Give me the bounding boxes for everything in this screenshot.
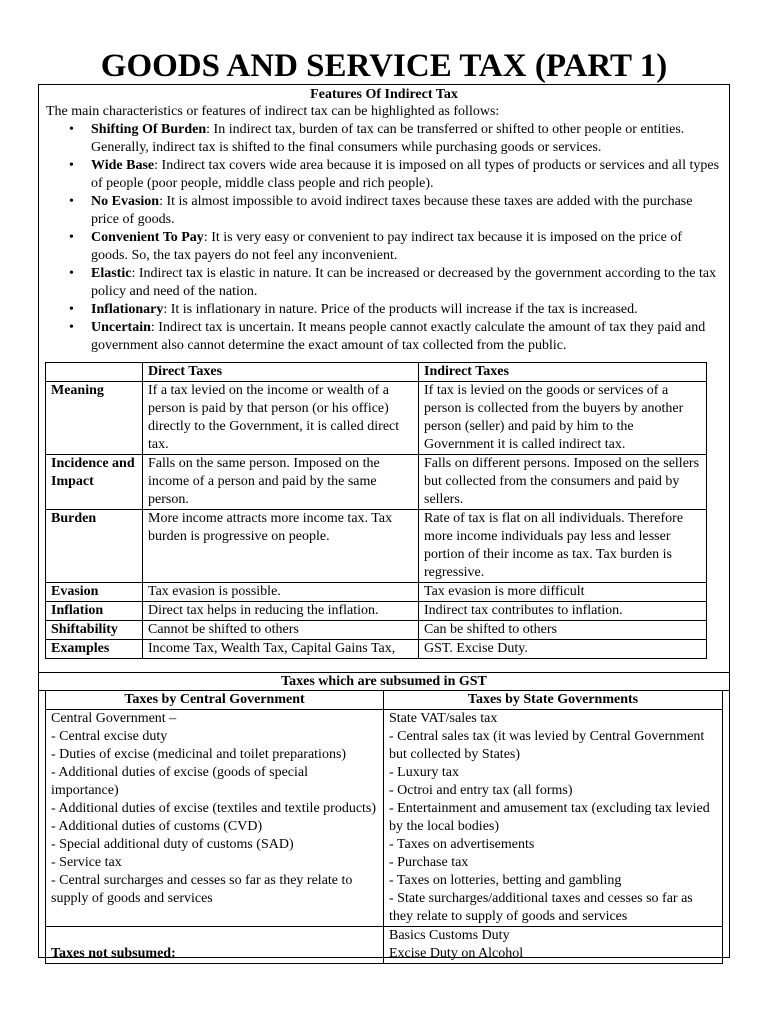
comparison-table <box>45 362 707 659</box>
feature-term: Uncertain <box>91 320 151 335</box>
indirect-cell: Indirect tax contributes to inflation. <box>419 602 707 621</box>
feature-text: : Indirect tax is elastic in nature. It can be increased or decreased by the government according to the tax policy and need of the nation. <box>91 266 717 299</box>
list-item: - State surcharges/additional taxes and cesses so far as they relate to supply of goods and services <box>389 891 693 924</box>
feature-item <box>39 265 729 301</box>
row-label: Meaning <box>46 382 143 455</box>
table-row <box>46 621 707 640</box>
indirect-cell: Falls on different persons. Imposed on the sellers but collected from the consumers and paid by sellers. <box>419 455 707 510</box>
list-item: - Central excise duty <box>51 729 168 744</box>
bullet-icon: • <box>69 158 74 173</box>
comparison-header-blank <box>46 363 143 382</box>
direct-cell: Direct tax helps in reducing the inflation. <box>143 602 419 621</box>
document-frame <box>38 84 730 961</box>
table-row <box>46 510 707 583</box>
list-item: - Entertainment and amusement tax (excluding tax levied by the local bodies) <box>389 801 710 834</box>
table-row <box>46 382 707 455</box>
list-item: - Special additional duty of customs (SAD) <box>51 837 294 852</box>
table-row <box>46 640 707 659</box>
gst-header-row <box>46 691 723 710</box>
row-label: Incidence and Impact <box>46 455 143 510</box>
feature-text: : In indirect tax, burden of tax can be transferred or shifted to other people or entities. Generally, indirect tax is shifted to the final consumers while purchasing goods or services. <box>91 122 685 155</box>
list-item: - Luxury tax <box>389 765 459 780</box>
indirect-cell: Tax evasion is more difficult <box>419 583 707 602</box>
page-title: GOODS AND SERVICE TAX (PART 1) <box>100 48 668 84</box>
feature-item <box>39 193 729 229</box>
feature-text: : It is inflationary in nature. Price of the products will increase if the tax is increased. <box>163 302 638 317</box>
indirect-cell: Can be shifted to others <box>419 621 707 640</box>
feature-item <box>39 229 729 265</box>
feature-term: Shifting Of Burden <box>91 122 207 137</box>
list-item: Excise Duty on Alcohol <box>389 946 524 961</box>
row-label: Inflation <box>46 602 143 621</box>
comparison-header-row <box>46 363 707 382</box>
list-item: - Additional duties of excise (textiles and textile products) <box>51 801 377 816</box>
feature-term: Wide Base <box>91 158 155 173</box>
table-row <box>46 455 707 510</box>
direct-cell: Income Tax, Wealth Tax, Capital Gains Tax, <box>143 640 419 659</box>
feature-term: No Evasion <box>91 194 160 209</box>
indirect-cell: Rate of tax is flat on all individuals. Therefore more income individuals pay less and lesser portion of their income as tax. Tax burden is regressive. <box>419 510 707 583</box>
gst-subsumed-table <box>45 690 723 964</box>
comparison-header-indirect: Indirect Taxes <box>419 363 707 382</box>
list-item: - Taxes on advertisements <box>389 837 535 852</box>
list-item: - Central surcharges and cesses so far as they relate to supply of goods and services <box>51 873 353 906</box>
direct-cell: Cannot be shifted to others <box>143 621 419 640</box>
list-item: - Taxes on lotteries, betting and gambling <box>389 873 622 888</box>
feature-text: : Indirect tax covers wide area because it is imposed on all types of products or services and all types of people (poor people, middle class people and rich people). <box>91 158 720 191</box>
list-item: - Duties of excise (medicinal and toilet preparations) <box>51 747 347 762</box>
list-item: - Additional duties of excise (goods of special importance) <box>51 765 308 798</box>
state-taxes-cell <box>384 710 723 927</box>
list-item: - Service tax <box>51 855 122 870</box>
table-row <box>46 602 707 621</box>
feature-item <box>39 157 729 193</box>
comparison-header-direct: Direct Taxes <box>143 363 419 382</box>
direct-cell: Falls on the same person. Imposed on the income of a person and paid by the same person. <box>143 455 419 510</box>
feature-text: : Indirect tax is uncertain. It means people cannot exactly calculate the amount of tax they paid and government also cannot determine the exact amount of tax collected from the public. <box>91 320 706 353</box>
feature-item <box>39 121 729 157</box>
features-heading: Features Of Indirect Tax <box>310 87 458 102</box>
feature-text: : It is very easy or convenient to pay indirect tax because it is imposed on the price of goods. So, the tax payers do not feel any inconvenient. <box>91 230 682 263</box>
list-item: - Additional duties of customs (CVD) <box>51 819 263 834</box>
bullet-icon: • <box>69 302 74 317</box>
feature-item <box>39 319 729 355</box>
bullet-icon: • <box>69 194 74 209</box>
bullet-icon: • <box>69 266 74 281</box>
direct-cell: More income attracts more income tax. Tax burden is progressive on people. <box>143 510 419 583</box>
table-row <box>46 927 723 964</box>
feature-term: Elastic <box>91 266 132 281</box>
features-intro: The main characteristics or features of indirect tax can be highlighted as follows: <box>46 104 500 119</box>
not-subsumed-cell <box>384 927 723 964</box>
list-item: Central Government – <box>51 711 177 726</box>
feature-term: Inflationary <box>91 302 164 317</box>
bullet-icon: • <box>69 320 74 335</box>
subsumed-heading: Taxes which are subsumed in GST <box>39 672 729 691</box>
list-item: - Purchase tax <box>389 855 469 870</box>
list-item: State VAT/sales tax <box>389 711 498 726</box>
list-item: Basics Customs Duty <box>389 928 510 943</box>
bullet-icon: • <box>69 230 74 245</box>
central-taxes-cell <box>46 710 384 927</box>
table-row <box>46 710 723 927</box>
list-item: - Central sales tax (it was levied by Central Government but collected by States) <box>389 729 705 762</box>
row-label: Examples <box>46 640 143 659</box>
table-row <box>46 583 707 602</box>
row-label: Burden <box>46 510 143 583</box>
not-subsumed-label: Taxes not subsumed: <box>46 927 384 964</box>
feature-text: : It is almost impossible to avoid indirect taxes because these taxes are added with the purchase price of goods. <box>91 194 693 227</box>
state-header: Taxes by State Governments <box>384 691 723 710</box>
list-item: - Octroi and entry tax (all forms) <box>389 783 573 798</box>
central-header: Taxes by Central Government <box>46 691 384 710</box>
row-label: Shiftability <box>46 621 143 640</box>
bullet-icon: • <box>69 122 74 137</box>
feature-term: Convenient To Pay <box>91 230 204 245</box>
feature-item <box>39 301 729 319</box>
row-label: Evasion <box>46 583 143 602</box>
direct-cell: If a tax levied on the income or wealth of a person is paid by that person (or his office) directly to the Government, it is called direct tax. <box>143 382 419 455</box>
features-list <box>39 121 729 355</box>
indirect-cell: If tax is levied on the goods or services of a person is collected from the buyers by another person (seller) and paid by him to the Government it is called indirect tax. <box>419 382 707 455</box>
indirect-cell: GST. Excise Duty. <box>419 640 707 659</box>
direct-cell: Tax evasion is possible. <box>143 583 419 602</box>
